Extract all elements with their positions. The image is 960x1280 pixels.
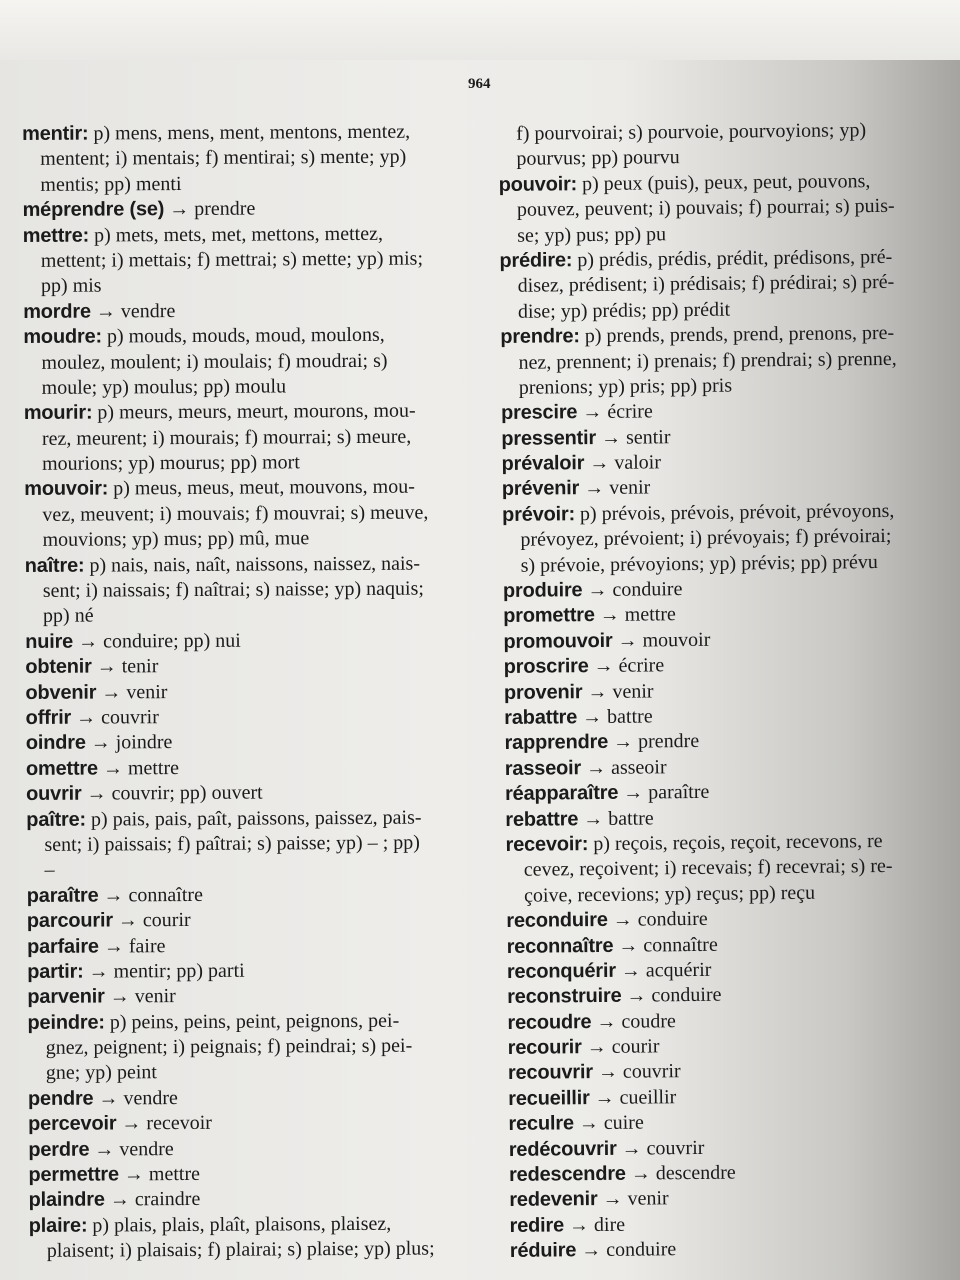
headword: prescire: [500, 401, 578, 425]
headword: mordre: [23, 300, 91, 323]
entry-text: cevez, reçoivent; i) recevais; f) recevrai; s) re-: [523, 855, 893, 882]
entry-text: p) reçois, reçois, reçoit, recevons, re: [588, 829, 883, 856]
entry-text: → venir: [582, 679, 654, 703]
dictionary-entry-line: [27, 881, 482, 909]
headword: naître:: [24, 554, 85, 577]
headword: percevoir: [28, 1112, 117, 1136]
continuation-line: [29, 1236, 484, 1264]
entry-text: rez, meurent; i) mourais; f) mourrai; s) meure,: [41, 425, 412, 450]
headword: mettre:: [22, 224, 90, 247]
headword: offrir: [25, 706, 72, 729]
continuation-line: [23, 348, 478, 376]
entry-text: moulez, moulent; i) moulais; f) moudrai; s): [41, 349, 388, 374]
entry-text: → valoir: [584, 451, 662, 475]
entry-text: → dire: [563, 1213, 626, 1237]
dictionary-entry-line: [24, 399, 479, 427]
dictionary-entry-line: [22, 119, 477, 147]
continuation-line: [23, 272, 478, 300]
entry-text: → mentir; pp) parti: [83, 959, 245, 983]
entry-text: p) peins, peins, peint, peignons, pei-: [104, 1009, 400, 1034]
dictionary-entry-line: [510, 1234, 960, 1264]
entry-text: → venir: [96, 680, 168, 704]
continuation-line: [506, 853, 960, 883]
entry-text: p) peux (puis), peux, peut, pouvons,: [576, 169, 871, 195]
entry-text: nez, prennent; i) prenais; f) prendrai; s) prenne,: [518, 347, 897, 374]
entry-text: vez, meuvent; i) mouvais; f) mouvrai; s) meuve,: [42, 501, 429, 526]
headword: plaire:: [28, 1214, 88, 1237]
continuation-line: [24, 373, 479, 401]
entry-text: → courir: [112, 909, 191, 932]
entry-text: gne; yp) peint: [45, 1061, 157, 1085]
headword: rapprendre: [504, 731, 609, 755]
dictionary-entry-line: [28, 1109, 483, 1137]
continuation-line: [28, 1059, 483, 1087]
dictionary-entry-line: [22, 195, 477, 223]
headword: mouvoir:: [24, 477, 109, 501]
entry-text: pp) mis: [40, 274, 102, 298]
entry-text: → asseoir: [580, 756, 667, 779]
right-column: [498, 117, 960, 1264]
entry-text: → craindre: [104, 1188, 201, 1211]
headword: promettre: [503, 604, 595, 628]
continuation-line: [499, 193, 959, 223]
headword: réapparaître: [504, 781, 619, 806]
entry-text: → conduire; pp) nui: [73, 629, 241, 653]
dictionary-entry-line: [26, 729, 481, 757]
entry-text: p) mets, mets, met, mettons, mettez,: [89, 222, 383, 247]
dictionary-entry-line: [28, 1135, 483, 1163]
dictionary-entry-line: [502, 498, 960, 528]
entry-text: mouvions; yp) mus; pp) mû, mue: [42, 527, 310, 552]
entry-text: p) pais, pais, paît, paissons, paissez, pais-: [85, 806, 422, 831]
headword: redescendre: [508, 1162, 626, 1186]
dictionary-entry-line: [23, 221, 478, 249]
headword: réduire: [509, 1239, 577, 1263]
dictionary-entry-line: [28, 1084, 483, 1112]
entry-text: → conduire: [582, 578, 683, 602]
entry-text: sent; i) naissais; f) naîtrai; s) naisse; yp) naquis;: [42, 577, 424, 602]
continuation-line: [500, 346, 960, 376]
entry-text: plaisent; i) plaisais; f) plairai; s) plaise; yp) plus;: [46, 1237, 435, 1263]
headword: reconnaître: [506, 934, 614, 958]
headword: ouvrir: [26, 782, 82, 806]
entry-text: → battre: [576, 705, 653, 729]
headword: paraître: [26, 884, 99, 907]
headword: provenir: [503, 680, 583, 704]
entry-text: f) pourvoirai; s) pourvoie, pourvoyions; yp): [516, 119, 867, 145]
entry-text: → conduire: [621, 983, 722, 1008]
headword: pouvoir:: [498, 172, 578, 196]
dictionary-entry-line: [25, 678, 480, 706]
entry-text: –: [44, 859, 55, 882]
entry-text: → connaître: [98, 883, 203, 907]
headword: prévoir:: [501, 503, 576, 526]
entry-text: → venir: [597, 1187, 669, 1211]
entry-text: → mettre: [594, 603, 676, 627]
headword: proscrire: [503, 655, 589, 679]
continuation-line: [28, 1033, 483, 1061]
entry-text: p) meurs, meurs, meurt, mourons, mou-: [92, 399, 416, 424]
dictionary-entry-line: [25, 551, 480, 579]
continuation-line: [25, 602, 480, 630]
headword: produire: [502, 579, 583, 603]
entry-text: → prendre: [607, 730, 700, 754]
headword: parcourir: [26, 909, 113, 933]
headword: recueillir: [508, 1086, 590, 1110]
dictionary-entry-line: [26, 703, 481, 731]
entry-text: p) plais, plais, plaît, plaisons, plaisez,: [87, 1212, 392, 1237]
continuation-line: [502, 523, 960, 553]
entry-text: gnez, peignent; i) peignais; f) peindrai; s) pei-: [45, 1034, 413, 1059]
entry-text: dise; yp) prédis; pp) prédit: [517, 298, 731, 323]
headword: recourir: [507, 1036, 582, 1060]
headword: moudre:: [23, 325, 102, 349]
dictionary-entry-line: [25, 627, 480, 655]
headword: redire: [509, 1214, 565, 1237]
entry-text: p) prévois, prévois, prévoit, prévoyons,: [574, 499, 895, 526]
headword: prendre:: [500, 325, 580, 349]
entry-text: sent; i) paissais; f) paîtrai; s) paisse; yp) – ; pp): [44, 831, 420, 856]
headword: prédire:: [499, 249, 573, 272]
entry-text: → tenir: [91, 655, 159, 678]
continuation-line: [24, 449, 479, 477]
headword: omettre: [25, 757, 98, 780]
entry-text: pouvez, peuvent; i) pouvais; f) pourrai; s) puis-: [516, 195, 895, 221]
continuation-line: [22, 145, 477, 173]
entry-text: p) meus, meus, meut, mouvons, mou-: [108, 476, 415, 500]
headword: perdre: [28, 1138, 90, 1161]
headword: reconstruire: [507, 985, 622, 1009]
entry-text: → écrire: [577, 400, 653, 424]
entry-text: → mouvoir: [612, 628, 711, 652]
headword: rebattre: [505, 807, 579, 831]
headword: parvenir: [27, 985, 105, 1009]
entry-text: → descendre: [625, 1161, 736, 1185]
headword: obtenir: [25, 655, 92, 679]
entry-text: → vendre: [93, 1086, 178, 1110]
headword: redécouvrir: [508, 1137, 617, 1161]
headword: recouvrir: [507, 1061, 593, 1085]
headword: parfaire: [26, 935, 99, 958]
entry-text: → battre: [578, 806, 654, 830]
headword: pendre: [27, 1087, 94, 1110]
headword: reconquérir: [506, 959, 616, 983]
headword: reconduire: [506, 909, 608, 933]
dictionary-entry-line: [26, 805, 481, 833]
dictionary-entry-line: [27, 957, 482, 985]
headword: paître:: [26, 808, 87, 831]
entry-text: → venir: [579, 476, 651, 500]
headword: recoudre: [507, 1010, 592, 1034]
headword: prévenir: [501, 477, 580, 501]
headword: mentir:: [22, 122, 89, 145]
continuation-line: [25, 576, 480, 604]
entry-text: → couvrir: [71, 706, 159, 729]
headword: plaindre: [28, 1188, 105, 1212]
entry-text: moule; yp) moulus; pp) moulu: [41, 375, 287, 399]
continuation-line: [26, 830, 481, 858]
entry-text: → couvrir: [592, 1060, 681, 1084]
continuation-line: [22, 170, 477, 198]
dictionary-entry-line: [23, 297, 478, 325]
entry-text: → couvrir; pp) ouvert: [81, 781, 263, 805]
entry-text: p) prédis, prédis, prédit, prédisons, pré-: [572, 245, 893, 272]
headword: partir:: [27, 960, 84, 983]
entry-text: → joindre: [85, 731, 173, 754]
entry-text: → écrire: [588, 654, 665, 678]
entry-text: → conduire: [607, 907, 708, 932]
entry-text: pp) né: [42, 604, 94, 628]
continuation-line: [500, 270, 960, 300]
dictionary-entry-line: [27, 982, 482, 1010]
headword: redevenir: [509, 1188, 598, 1212]
entry-text: mentent; i) mentais; f) mentirai; s) mente; yp): [40, 146, 407, 171]
entry-text: p) nais, nais, naît, naissons, naissez, nais-: [84, 552, 421, 577]
headword: nuire: [25, 630, 74, 653]
entry-text: → cuire: [573, 1111, 644, 1135]
headword: recevoir:: [505, 833, 589, 856]
page-top-margin: [0, 0, 960, 60]
entry-text: pourvus; pp) pourvu: [516, 146, 680, 171]
continuation-line: [24, 525, 479, 553]
entry-text: prévoyez, prévoient; i) prévoyais; f) prévoirai;: [520, 525, 892, 552]
entry-text: → mettre: [97, 756, 180, 780]
entry-text: disez, prédisent; i) prédisais; f) prédirai; s) pré-: [517, 271, 895, 298]
entry-text: → connaître: [613, 933, 718, 957]
entry-text: → couvrir: [616, 1136, 705, 1160]
entry-text: p) mens, mens, ment, mentons, mentez,: [88, 120, 411, 145]
headword: mourir:: [23, 401, 93, 425]
headword: rasseoir: [504, 756, 582, 780]
entry-text: → cueillir: [589, 1086, 677, 1109]
dictionary-entry-line: [26, 754, 481, 782]
entry-text: mettent; i) mettais; f) mettrai; s) mette; yp) mis;: [40, 247, 424, 272]
headword: oindre: [25, 731, 86, 755]
entry-text: → paraître: [618, 780, 710, 804]
entry-text: → acquérir: [615, 958, 712, 982]
dictionary-entry-line: [27, 906, 482, 934]
dictionary-entry-line: [26, 779, 481, 807]
entry-text: p) prends, prends, prend, prenons, pre-: [579, 321, 895, 348]
headword: obvenir: [25, 681, 97, 704]
entry-text: çoive, recevions; yp) reçus; pp) reçu: [523, 881, 816, 907]
entry-text: mourions; yp) mourus; pp) mort: [42, 451, 300, 475]
entry-text: → vendre: [90, 299, 176, 323]
dictionary-entry-line: [23, 322, 478, 350]
headword: prévaloir: [501, 452, 585, 476]
entry-text: se; yp) pus; pp) pu: [517, 222, 667, 247]
dictionary-entry-line: [27, 932, 482, 960]
page-number: 964: [468, 76, 491, 92]
entry-text: → venir: [104, 985, 176, 1008]
left-column: [22, 119, 484, 1264]
dictionary-entry-line: [27, 1008, 482, 1036]
continuation-line: [24, 500, 479, 528]
dictionary-entry-line: [29, 1211, 484, 1239]
entry-text: → faire: [98, 934, 166, 958]
entry-text: s) prévoie, prévoyions; yp) prévis; pp) prévu: [520, 550, 878, 577]
entry-text: mentis; pp) menti: [40, 172, 182, 196]
headword: peindre:: [27, 1011, 105, 1034]
headword: reculre: [508, 1112, 574, 1136]
entry-text: → conduire: [576, 1238, 677, 1262]
headword: pressentir: [501, 426, 597, 450]
entry-text: p) mouds, mouds, moud, moulons,: [101, 323, 385, 348]
headword: méprendre (se): [22, 198, 165, 222]
entry-text: → sentir: [595, 425, 671, 449]
continuation-line: [24, 424, 479, 452]
dictionary-entry-line: [24, 475, 479, 503]
entry-text: → vendre: [89, 1137, 174, 1161]
entry-text: → coudre: [591, 1009, 676, 1033]
headword: rabattre: [504, 706, 578, 729]
entry-text: → courir: [581, 1035, 660, 1059]
entry-text: prenions; yp) pris; pp) pris: [518, 374, 733, 399]
entry-text: → recevoir: [116, 1112, 212, 1135]
dictionary-entry-line: [28, 1160, 483, 1188]
entry-text: → mettre: [118, 1162, 201, 1186]
entry-text: → prendre: [164, 197, 256, 221]
dictionary-entry-line: [25, 652, 480, 680]
headword: promouvoir: [503, 629, 613, 653]
headword: permettre: [28, 1163, 119, 1186]
continuation-line: [23, 246, 478, 274]
continuation-line: [26, 856, 481, 884]
dictionary-entry-line: [29, 1186, 484, 1214]
